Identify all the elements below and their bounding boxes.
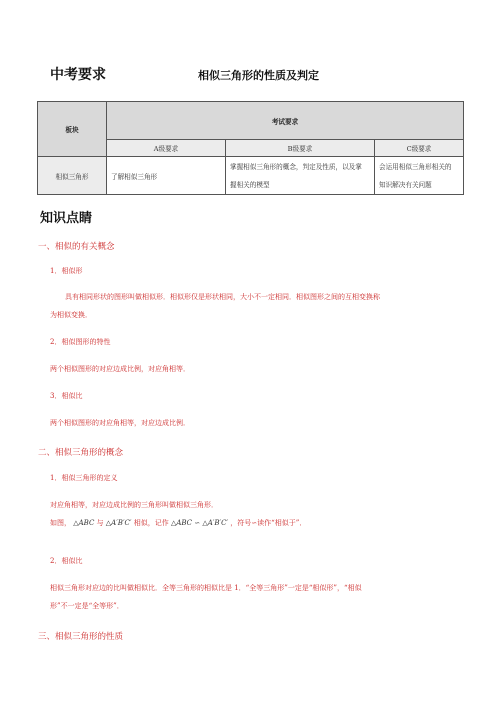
section-title: 知识点睛 [40, 211, 93, 226]
subheading-triangle-ratio: 2．相似比 [50, 557, 83, 565]
paragraph-line: 两个相似图形的对应角相等，对应边成比例． [50, 419, 190, 427]
math-triangle-abc: △ABC [73, 519, 95, 527]
table-cell-b-line2: 握相关的模型 [230, 180, 270, 189]
subheading-triangle-definition: 1．相似三角形的定义 [50, 474, 118, 482]
paragraph-line: 对应角相等，对应边成比例的三角形叫做相似三角形． [50, 501, 218, 509]
heading-similar-concepts: 一、相似的有关概念 [38, 242, 115, 252]
paragraph-line: 形”不一定是“全等形”． [50, 602, 124, 610]
page-title: 相似三角形的性质及判定 [198, 69, 319, 82]
table-cell-c-line2: 知识解决有关问题 [379, 180, 432, 189]
table-cell-b-line1: 掌握相似三角形的概念，判定及性质，以及掌 [230, 162, 362, 171]
subheading-similar-figures: 1．相似形 [50, 267, 83, 275]
table-header-level-b: B级要求 [226, 140, 375, 157]
requirements-table [37, 101, 464, 195]
table-cell-c-line1: 会运用相似三角形相关的 [379, 162, 452, 171]
paragraph-line: 相似三角形对应边的比叫做相似比．全等三角形的相似比是 1．“全等三角形”一定是“相似形”，“相似 [50, 584, 362, 592]
paragraph-line: 为相似变换． [50, 311, 92, 319]
heading-triangle-properties: 三、相似三角形的性质 [38, 632, 124, 642]
paragraph-notation-line [50, 518, 306, 528]
heading-similar-triangles-concept: 二、相似三角形的概念 [38, 448, 124, 458]
table-cell-b [226, 157, 375, 195]
table-header-level-a: A级要求 [107, 140, 226, 157]
text-fragment: ，符号∽读作“相似于”． [230, 519, 307, 527]
table-cell-c [375, 157, 464, 195]
math-triangle-abc-prime: △A′B′C′ [105, 519, 132, 527]
subheading-figure-properties: 2．相似图形的特性 [50, 338, 111, 346]
text-fragment: 相似，记作 [133, 519, 169, 527]
table-cell-a: 了解相似三角形 [107, 157, 226, 195]
table-row-label: 相似三角形 [38, 157, 107, 195]
paragraph-line: 具有相同形状的图形叫做相似形．相似形仅是形状相同，大小不一定相同．相似图形之间的互相变换称 [65, 293, 380, 301]
paragraph-line: 两个相似图形的对应边成比例，对应角相等． [50, 365, 190, 373]
table-header-block: 板块 [38, 102, 107, 157]
text-fragment: 如图， [50, 519, 71, 527]
text-fragment: 与 [96, 519, 104, 527]
math-similarity-notation: △ABC ∽ △A′B′C′ [170, 519, 229, 527]
table-header-exam-requirements: 考试要求 [107, 102, 464, 140]
table-header-level-c: C级要求 [375, 140, 464, 157]
page-header-left: 中考要求 [50, 67, 106, 83]
subheading-similarity-ratio: 3．相似比 [50, 392, 83, 400]
